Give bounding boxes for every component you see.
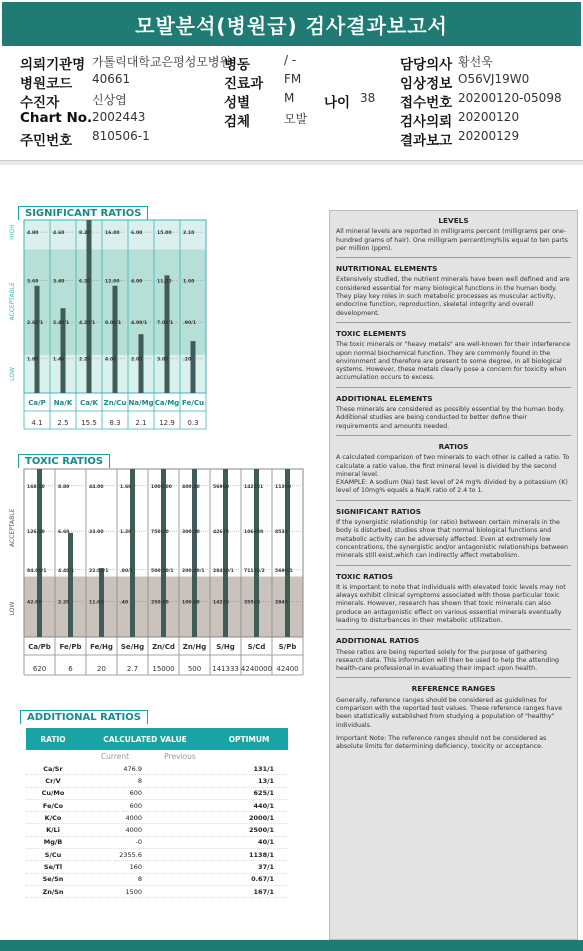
value-label: 141333 (212, 665, 239, 673)
info-panel (329, 210, 578, 940)
zone-label: HIGH (9, 224, 16, 240)
table-row (26, 874, 288, 886)
category-label: Zn/Cu (103, 399, 127, 407)
header-value: 20200120 (458, 110, 520, 124)
value-label: 2.5 (57, 419, 69, 427)
additional-ratios-table (26, 728, 288, 898)
tick-label: 71125/2 (244, 568, 265, 574)
bar-fe-cu (191, 341, 196, 393)
header-row (20, 72, 575, 90)
header-value: 황선욱 (458, 55, 493, 69)
bar-ca-p (35, 286, 40, 393)
header-label: Chart No. (20, 110, 93, 126)
levels-heading: LEVELS (438, 216, 469, 225)
bar-s-hg (223, 469, 228, 637)
tick-label: 42675 (213, 530, 229, 536)
tick-label: 142251 (244, 484, 264, 490)
table-row (26, 849, 288, 861)
tick-label: 8.00/1 (105, 321, 122, 327)
tick-label: .20 (183, 357, 192, 363)
tick-label: 2.10 (183, 231, 195, 237)
bar-ca-mg (165, 275, 170, 393)
category-label: Se/Hg (120, 643, 145, 651)
cell-r: Zn/Sn (42, 887, 64, 896)
tick-label: 16.00 (105, 231, 120, 237)
cell-o: 0.67/1 (251, 875, 274, 884)
header-row (20, 91, 575, 109)
header-value: 가톨릭대학교은평성모병원 (92, 55, 232, 69)
category-label: Na/Mg (128, 399, 154, 407)
value-label: 20 (97, 665, 106, 673)
value-label: 2.1 (135, 419, 147, 427)
tick-label: 126.00 (27, 530, 45, 536)
tick-label: 250.00 (151, 600, 169, 606)
reference-ranges-text: Generally, reference ranges should be considered as guidelines for comparison with the reported test values. These reference ranges have been statistically established from studying a population of "healthy" individuals. (336, 696, 563, 729)
tick-label: 2.00 (131, 357, 143, 363)
tick-label: 1.20 (120, 530, 132, 536)
tick-label: 8535 (275, 530, 288, 536)
header-value: 20200120-05098 (458, 91, 562, 105)
tick-label: .90/1 (183, 321, 197, 327)
cell-r: Ca/Sr (43, 764, 63, 773)
tick-label: 2845 (275, 600, 288, 606)
tick-label: 100.00 (182, 600, 200, 606)
category-label: Ca/Pb (28, 643, 51, 651)
cell-r: S/Cu (44, 850, 62, 859)
zone-label: LOW (9, 601, 16, 616)
significant-ratios-text: If the synergistic relationship (or ratio) between certain minerals in the body is disturbed, studies show that normal biological functions and metabolic activity can be adversely affected. Even at extremely low concentrations, the synergistic and/or antagonistic relationships between minerals still exist,which can indirectly affect metabolism. (336, 519, 568, 560)
header-label: 병동 (224, 57, 251, 73)
tick-label: 500.00/1 (151, 568, 174, 574)
cell-o: 167/1 (253, 887, 274, 896)
category-label: S/Pb (278, 643, 297, 651)
value-label: 15.5 (81, 419, 97, 427)
header-label: 임상정보 (400, 76, 453, 92)
header-label: 주민번호 (20, 133, 73, 149)
ratios-text: A calculated comparison of two minerals to each other is called a ratio. To calculate a ratio value, the first mineral level is divided by the second mineral level. (336, 454, 570, 478)
category-label: Na/K (53, 399, 73, 407)
category-label: S/Cd (247, 643, 266, 651)
tick-label: 4.40/1 (58, 568, 75, 574)
header-label: 병원코드 (20, 76, 73, 92)
header-value: FM (284, 72, 302, 86)
cell-o: 13/1 (258, 776, 274, 785)
cell-r: Cr/V (45, 776, 61, 785)
toxic-text: The toxic minerals or "heavy metals" are well-known for their interference upon normal biochemical function. They are commonly found in the environment and therefore are present to some degree, in all biological systems. However, these metals clearly pose a concern for toxicity when accumulation occurs to excess. (336, 341, 571, 382)
important-note: Important Note: The reference ranges should not be considered as absolute limits for determining deficiency, toxicity or acceptance. (336, 734, 547, 751)
tick-label: 5690/1 (275, 568, 293, 574)
table-subheader (26, 750, 288, 763)
value-label: 6 (68, 665, 73, 673)
tick-label: 84.00/1 (27, 568, 47, 574)
tick-label: 1000.00 (151, 484, 172, 490)
header-label: 나이 (324, 95, 351, 111)
header-label: 성별 (224, 95, 251, 111)
cell-r: Se/Sn (42, 875, 64, 884)
tick-label: 14225 (213, 600, 229, 606)
header-label: 결과보고 (400, 133, 453, 149)
tick-label: 8.20 (79, 231, 91, 237)
header-value: O56VJ19W0 (458, 72, 530, 86)
table-row (26, 886, 288, 898)
value-label: 4.1 (31, 419, 43, 427)
table-row (26, 837, 288, 849)
cell-c: 8 (137, 776, 142, 785)
header-value: M (284, 91, 295, 105)
cell-c: 8 (137, 875, 142, 884)
tick-label: 1.60 (183, 279, 195, 285)
reference-ranges-heading: REFERENCE RANGES (411, 684, 496, 694)
right-column (325, 165, 581, 951)
cell-r: Se/Tl (43, 863, 63, 872)
tick-label: 4.00 (131, 279, 143, 285)
sub-current: Current (100, 752, 130, 761)
header-label: 담당의사 (400, 57, 453, 73)
tick-label: 44.00 (89, 484, 104, 490)
tick-label: 106688 (244, 530, 264, 536)
sub-previous: Previous (164, 752, 196, 761)
header-label: 의뢰기관명 (20, 57, 86, 73)
tick-label: 1.40 (53, 357, 65, 363)
significant-ratios-title: SIGNIFICANT RATIOS (18, 206, 148, 220)
table-row (26, 800, 288, 812)
value-label: 500 (187, 665, 202, 673)
tick-label: 4.00 (105, 357, 117, 363)
nutritional-text: Extensively studied, the nutrient minerals have been well defined and are considered essential for many biological functions in the human body. They play key roles in such metabolic processes as muscular activity, endocrine function, reproduction, skeletal integrity and overall development. (336, 276, 570, 317)
category-label: S/Hg (216, 643, 235, 651)
header-value: 40661 (92, 72, 131, 86)
toxic-ratios-section (0, 456, 323, 697)
header-value: 모발 (284, 112, 308, 126)
tick-label: 56900 (213, 484, 229, 490)
bar-zn-cu (113, 286, 118, 393)
toxic-ratios-chart (0, 463, 323, 697)
cell-o: 1138/1 (249, 850, 274, 859)
cell-c: 4000 (125, 826, 142, 835)
value-label: 4240000 (240, 665, 273, 673)
category-label: Ca/P (28, 399, 46, 407)
tick-label: 35563 (244, 600, 260, 606)
tick-label: 12.00 (105, 279, 120, 285)
header-value: 810506-1 (92, 129, 150, 143)
levels-text: All mineral levels are reported in milligrams percent (milligrams per one-hundred grams of hair). One milligram percent(mg%)is equal to ten parts per million (ppm). (336, 228, 568, 252)
cell-c: 4000 (125, 813, 142, 822)
cell-c: 600 (129, 801, 142, 810)
zone-label: ACCEPTABLE (9, 282, 16, 321)
additional-ratios-title: ADDITIONAL RATIOS (20, 710, 148, 724)
bar-fe-pb (68, 533, 73, 637)
header-value: 20200129 (458, 129, 520, 143)
tick-label: 2.40/1 (53, 321, 70, 327)
table-header (26, 728, 288, 750)
cell-r: Cu/Mo (41, 789, 65, 798)
tick-label: 6.20 (79, 279, 91, 285)
cell-o: 40/1 (258, 838, 274, 847)
tick-label: 4.20/1 (79, 321, 96, 327)
toxic-ratios-heading: TOXIC RATIOS (336, 571, 394, 581)
tick-label: 4.00/1 (131, 321, 148, 327)
header-value: 38 (360, 91, 376, 105)
category-label: Zn/Cd (152, 643, 175, 651)
cell-c: -0 (135, 838, 142, 847)
bar-zn-cd (161, 469, 166, 637)
table-row (26, 763, 288, 775)
tick-label: 11.00 (157, 279, 172, 285)
tick-label: 15.00 (157, 231, 172, 237)
significant-ratios-chart (0, 215, 293, 451)
significant-ratios-heading: SIGNIFICANT RATIOS (336, 506, 421, 516)
bar-zn-hg (192, 469, 197, 637)
bar-s-pb (285, 469, 290, 637)
header-row (20, 129, 575, 147)
tick-label: 4.60 (53, 231, 65, 237)
significant-ratios-section (0, 208, 293, 451)
tick-label: 1.60 (120, 484, 132, 490)
table-row (26, 824, 288, 836)
cell-c: 1500 (125, 887, 142, 896)
tick-label: 1.80 (27, 357, 39, 363)
tick-label: .40 (120, 600, 129, 606)
cell-c: 476.9 (123, 764, 142, 773)
table-row (26, 788, 288, 800)
tick-label: 3.60 (27, 279, 39, 285)
tick-label: 300.00 (182, 530, 200, 536)
value-label: 620 (32, 665, 47, 673)
page-title: 모발분석(병원급) 검사결과보고서 (2, 2, 581, 46)
category-label: Ca/Mg (154, 399, 180, 407)
tick-label: 4.80 (27, 231, 39, 237)
cell-o: 131/1 (253, 764, 274, 773)
header-label: 수진자 (20, 95, 60, 111)
tick-label: 11.00 (89, 600, 104, 606)
tick-label: 2.60/1 (27, 321, 44, 327)
cell-o: 2500/1 (249, 826, 274, 835)
cell-o: 2000/1 (249, 813, 274, 822)
tick-label: 3.40 (53, 279, 65, 285)
additional-ratios-text: These ratios are being reported solely for the purpose of gathering research data. This information will then be used to help the attending health-care professional in evaluating their impact upon health. (336, 648, 560, 673)
value-label: 8.3 (109, 419, 121, 427)
ratios-heading: RATIOS (438, 441, 469, 451)
tick-label: 6.60 (58, 530, 70, 536)
bar-ca-k (87, 220, 92, 393)
tick-label: 8.80 (58, 484, 70, 490)
col-ratio: RATIO (40, 734, 66, 744)
cell-r: Mg/B (43, 838, 63, 847)
additional-ratios-heading: ADDITIONAL RATIOS (336, 636, 420, 646)
ratios-example: EXAMPLE: A sodium (Na) test level of 24 mg% divided by a potassium (K) level of 10mg% equals a Na/K ratio of 2.4 to 1. (336, 479, 568, 495)
header-label: 진료과 (224, 76, 264, 92)
category-label: Zn/Hg (182, 643, 207, 651)
cell-r: K/Co (44, 813, 62, 822)
value-label: 42400 (276, 665, 299, 673)
tick-label: 400.00 (182, 484, 200, 490)
tick-label: 11380 (275, 484, 291, 490)
category-label: Fe/Cu (182, 399, 204, 407)
toxic-ratios-text: It is important to note that individuals with elevated toxic levels may not always exhibit clinical symptoms associated with those particular toxic minerals. However, research has shown that toxic minerals can also produce an antagonistic effect on various essential minerals eventually leading to disturbances in their metabolic utilization. (336, 583, 566, 624)
col-calc: CALCULATED VALUE (103, 734, 187, 744)
tick-label: 200.00/1 (182, 568, 205, 574)
zone-label: ACCEPTABLE (9, 508, 16, 547)
cell-r: Fe/Co (42, 801, 64, 810)
additional-elements-heading: ADDITIONAL ELEMENTS (336, 393, 433, 403)
tick-label: .80/1 (120, 568, 134, 574)
cell-o: 37/1 (258, 863, 274, 872)
tick-label: 2.20 (79, 357, 91, 363)
header-row (20, 53, 575, 71)
tick-label: 28450/1 (213, 568, 234, 574)
value-label: 12.9 (159, 419, 175, 427)
toxic-ratios-title: TOXIC RATIOS (18, 454, 110, 468)
toxic-heading: TOXIC ELEMENTS (336, 328, 407, 338)
value-label: 2.7 (126, 665, 139, 673)
table-row (26, 812, 288, 824)
tick-label: 6.00 (131, 231, 143, 237)
table-row (26, 775, 288, 787)
cell-o: 625/1 (253, 789, 274, 798)
tick-label: 168.00 (27, 484, 45, 490)
bar-ca-pb (37, 469, 42, 637)
bar-s-cd (254, 469, 259, 637)
category-label: Fe/Hg (90, 643, 113, 651)
zone-label: LOW (9, 367, 16, 381)
header-label: 검체 (224, 114, 251, 130)
footer-bar (0, 940, 583, 951)
cell-c: 160 (129, 863, 142, 872)
cell-c: 600 (129, 789, 142, 798)
value-label: 15000 (152, 665, 175, 673)
header-row (20, 110, 575, 128)
tick-label: 22.00/1 (89, 568, 109, 574)
tick-label: 3.00 (157, 357, 169, 363)
cell-o: 440/1 (253, 801, 274, 810)
value-label: 0.3 (187, 419, 199, 427)
tick-label: 33.00 (89, 530, 104, 536)
category-label: Ca/K (80, 399, 98, 407)
tick-label: 7.00/1 (157, 321, 174, 327)
cell-c: 2355.6 (119, 850, 142, 859)
bar-se-hg (130, 469, 135, 637)
category-label: Fe/Pb (59, 643, 82, 651)
tick-label: 42.00 (27, 600, 42, 606)
col-optimum: OPTIMUM (228, 734, 270, 744)
additional-elements-text: These minerals are considered as possibly essential by the human body. Additional studies are being conducted to better define their requirements and amounts needed. (336, 406, 565, 430)
header-value: 신상엽 (92, 93, 127, 107)
table-row (26, 861, 288, 873)
header-value: / - (284, 53, 297, 67)
header-label: 접수번호 (400, 95, 453, 111)
bar-na-mg (139, 334, 144, 393)
header-value: 2002443 (92, 110, 146, 124)
nutritional-heading: NUTRITIONAL ELEMENTS (336, 264, 438, 274)
tick-label: 2.20 (58, 600, 70, 606)
additional-ratios-section (0, 710, 300, 950)
cell-r: K/Li (46, 826, 60, 835)
header-label: 검사의뢰 (400, 114, 453, 130)
left-column (0, 165, 323, 951)
tick-label: 750.00 (151, 530, 169, 536)
